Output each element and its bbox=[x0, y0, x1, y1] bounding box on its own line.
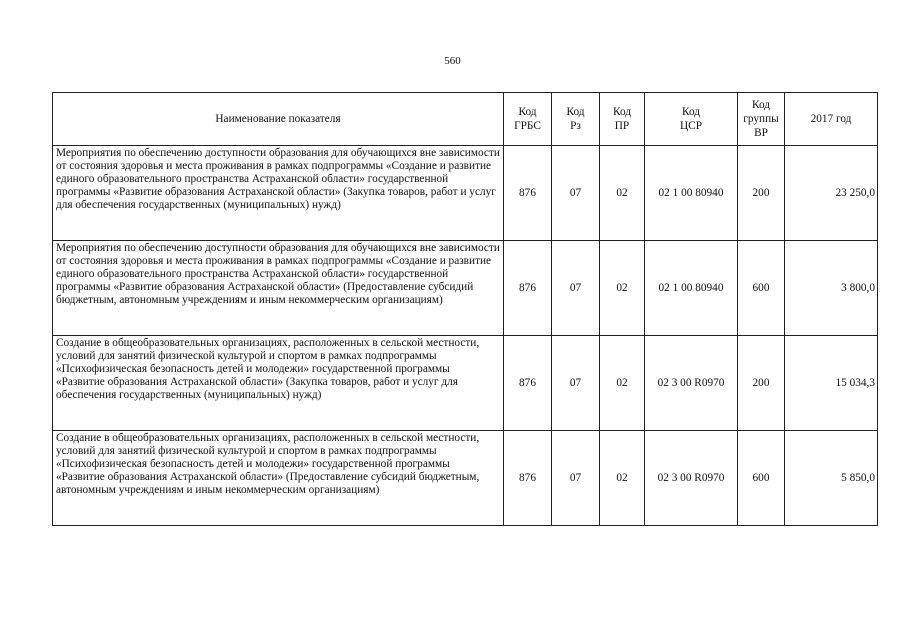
pr-code: 02 bbox=[600, 336, 645, 431]
header-csr: Код ЦСР bbox=[645, 93, 738, 146]
header-rz: Код Рз bbox=[552, 93, 600, 146]
table-header-row bbox=[53, 93, 878, 146]
csr-code: 02 1 00 80940 bbox=[645, 146, 738, 241]
rz-code: 07 bbox=[552, 431, 600, 526]
pr-code: 02 bbox=[600, 241, 645, 336]
grbs-code: 876 bbox=[504, 336, 552, 431]
vr-code: 600 bbox=[738, 241, 785, 336]
page-number: 560 bbox=[444, 55, 461, 67]
vr-code: 200 bbox=[738, 336, 785, 431]
grbs-code: 876 bbox=[504, 146, 552, 241]
header-vr: Код группы ВР bbox=[738, 93, 785, 146]
indicator-name: Мероприятия по обеспечению доступности образования для обучающихся вне зависимости от состояния здоровья и места проживания в рамках подпрограммы «Создание и развитие единого образовательного пространства Астраханской области» государственной программы «Развитие образования Астраханской области» (Предоставление субсидий бюджетным, автономным учреждениям и иным некоммерческим организациям) bbox=[53, 241, 504, 336]
grbs-code: 876 bbox=[504, 241, 552, 336]
header-pr: Код ПР bbox=[600, 93, 645, 146]
grbs-code: 876 bbox=[504, 431, 552, 526]
vr-code: 600 bbox=[738, 431, 785, 526]
header-name: Наименование показателя bbox=[53, 93, 504, 146]
header-grbs: Код ГРБС bbox=[504, 93, 552, 146]
rz-code: 07 bbox=[552, 241, 600, 336]
header-year: 2017 год bbox=[785, 93, 878, 146]
table-row bbox=[53, 241, 878, 336]
rz-code: 07 bbox=[552, 146, 600, 241]
indicator-name: Мероприятия по обеспечению доступности образования для обучающихся вне зависимости от состояния здоровья и места проживания в рамках подпрограммы «Создание и развитие единого образовательного пространства Астраханской области» государственной программы «Развитие образования Астраханской области» (Закупка товаров, работ и услуг для обеспечения государственных (муниципальных) нужд) bbox=[53, 146, 504, 241]
amount-2017: 3 800,0 bbox=[785, 241, 878, 336]
csr-code: 02 3 00 R0970 bbox=[645, 336, 738, 431]
amount-2017: 23 250,0 bbox=[785, 146, 878, 241]
vr-code: 200 bbox=[738, 146, 785, 241]
pr-code: 02 bbox=[600, 146, 645, 241]
rz-code: 07 bbox=[552, 336, 600, 431]
budget-table bbox=[52, 92, 878, 526]
table-row bbox=[53, 146, 878, 241]
table-row bbox=[53, 431, 878, 526]
pr-code: 02 bbox=[600, 431, 645, 526]
csr-code: 02 3 00 R0970 bbox=[645, 431, 738, 526]
amount-2017: 5 850,0 bbox=[785, 431, 878, 526]
indicator-name: Создание в общеобразовательных организациях, расположенных в сельской местности, условий для занятий физической культурой и спортом в рамках подпрограммы «Психофизическая безопасность детей и молодежи» государственной программы «Развитие образования Астраханской области» (Закупка товаров, работ и услуг для обеспечения государственных (муниципальных) нужд) bbox=[53, 336, 504, 431]
csr-code: 02 1 00 80940 bbox=[645, 241, 738, 336]
amount-2017: 15 034,3 bbox=[785, 336, 878, 431]
table-row bbox=[53, 336, 878, 431]
indicator-name: Создание в общеобразовательных организациях, расположенных в сельской местности, условий для занятий физической культурой и спортом в рамках подпрограммы «Психофизическая безопасность детей и молодежи» государственной программы «Развитие образования Астраханской области» (Предоставление субсидий бюджетным, автономным учреждениям и иным некоммерческим организациям) bbox=[53, 431, 504, 526]
